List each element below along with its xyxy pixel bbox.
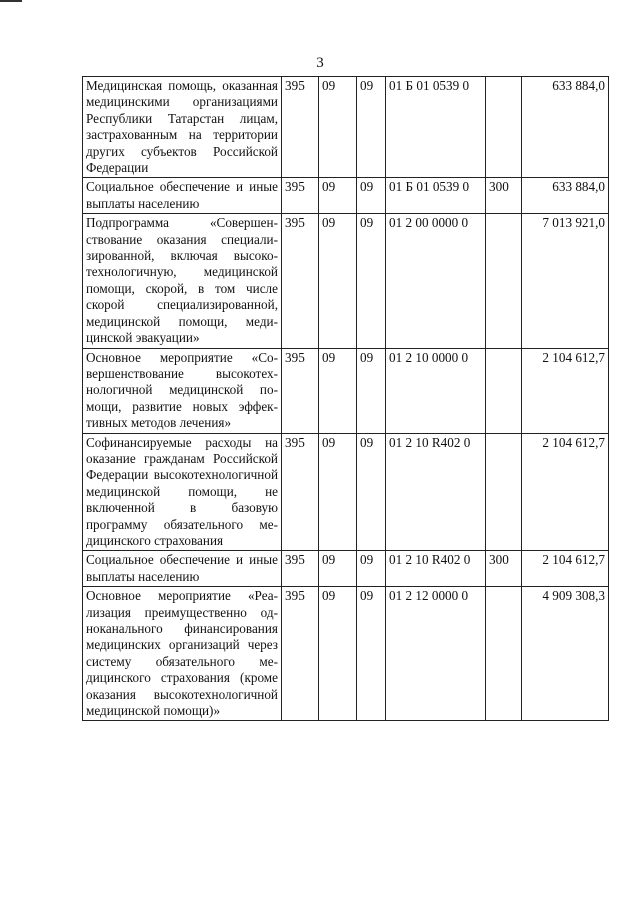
expense-type-code-cell: 300 <box>486 178 522 214</box>
target-item-code-cell: 01 2 00 0000 0 <box>386 214 486 348</box>
expense-name-cell: Социальное обеспечение и иные выплаты населению <box>83 551 282 587</box>
subsection-code-cell: 09 <box>357 587 386 721</box>
expense-type-code-cell <box>486 433 522 551</box>
table-row <box>83 214 609 348</box>
expense-name-cell: Софинансируемые расходы на оказание гражданам Российской Федерации высокотехнологичной медицинской помощи, не включенной в базовую программу обязательного медицинского страхования <box>83 433 282 551</box>
table-row <box>83 178 609 214</box>
amount-cell: 7 013 921,0 <box>522 214 609 348</box>
expense-name-cell: Основное мероприятие «Реализация преимущественно одноканального финансирования медицинских организаций через систему обязательного медицинского страхования (кроме оказания высокотехнологичной медицинской помощи)» <box>83 587 282 721</box>
section-code-cell: 09 <box>319 214 357 348</box>
target-item-code-cell: 01 2 10 R402 0 <box>386 551 486 587</box>
table-row <box>83 587 609 721</box>
ministry-code-cell: 395 <box>282 214 319 348</box>
expense-type-code-cell <box>486 348 522 433</box>
subsection-code-cell: 09 <box>357 178 386 214</box>
amount-cell: 633 884,0 <box>522 77 609 178</box>
target-item-code-cell: 01 2 12 0000 0 <box>386 587 486 721</box>
table-row <box>83 551 609 587</box>
ministry-code-cell: 395 <box>282 178 319 214</box>
section-code-cell: 09 <box>319 77 357 178</box>
page-number: 3 <box>316 55 324 71</box>
expense-name-cell: Медицинская помощь, оказанная медицинскими организациями Республики Татарстан лицам, застрахованным на территории других субъектов Российской Федерации <box>83 77 282 178</box>
amount-cell: 2 104 612,7 <box>522 433 609 551</box>
expense-type-code-cell <box>486 214 522 348</box>
subsection-code-cell: 09 <box>357 433 386 551</box>
subsection-code-cell: 09 <box>357 551 386 587</box>
ministry-code-cell: 395 <box>282 551 319 587</box>
amount-cell: 633 884,0 <box>522 178 609 214</box>
section-code-cell: 09 <box>319 348 357 433</box>
budget-table <box>82 76 609 721</box>
table-row <box>83 77 609 178</box>
amount-cell: 2 104 612,7 <box>522 551 609 587</box>
target-item-code-cell: 01 2 10 0000 0 <box>386 348 486 433</box>
subsection-code-cell: 09 <box>357 77 386 178</box>
target-item-code-cell: 01 2 10 R402 0 <box>386 433 486 551</box>
target-item-code-cell: 01 Б 01 0539 0 <box>386 77 486 178</box>
target-item-code-cell: 01 Б 01 0539 0 <box>386 178 486 214</box>
expense-name-cell: Подпрограмма «Совершенствование оказания специализированной, включая высокотехнологичную, медицинской помощи, скорой, в том числе скорой специализированной, медицинской помощи, медицинской эвакуации» <box>83 214 282 348</box>
section-code-cell: 09 <box>319 551 357 587</box>
section-code-cell: 09 <box>319 178 357 214</box>
table-body <box>83 77 609 721</box>
ministry-code-cell: 395 <box>282 433 319 551</box>
section-code-cell: 09 <box>319 587 357 721</box>
ministry-code-cell: 395 <box>282 348 319 433</box>
expense-type-code-cell: 300 <box>486 551 522 587</box>
expense-type-code-cell <box>486 77 522 178</box>
ministry-code-cell: 395 <box>282 587 319 721</box>
amount-cell: 2 104 612,7 <box>522 348 609 433</box>
corner-mark <box>0 0 22 2</box>
expense-name-cell: Социальное обеспечение и иные выплаты населению <box>83 178 282 214</box>
expense-name-cell: Основное мероприятие «Совершенствование высокотехнологичной медицинской помощи, развитие новых эффективных методов лечения» <box>83 348 282 433</box>
expense-type-code-cell <box>486 587 522 721</box>
ministry-code-cell: 395 <box>282 77 319 178</box>
section-code-cell: 09 <box>319 433 357 551</box>
table-row <box>83 348 609 433</box>
amount-cell: 4 909 308,3 <box>522 587 609 721</box>
subsection-code-cell: 09 <box>357 348 386 433</box>
subsection-code-cell: 09 <box>357 214 386 348</box>
table-row <box>83 433 609 551</box>
